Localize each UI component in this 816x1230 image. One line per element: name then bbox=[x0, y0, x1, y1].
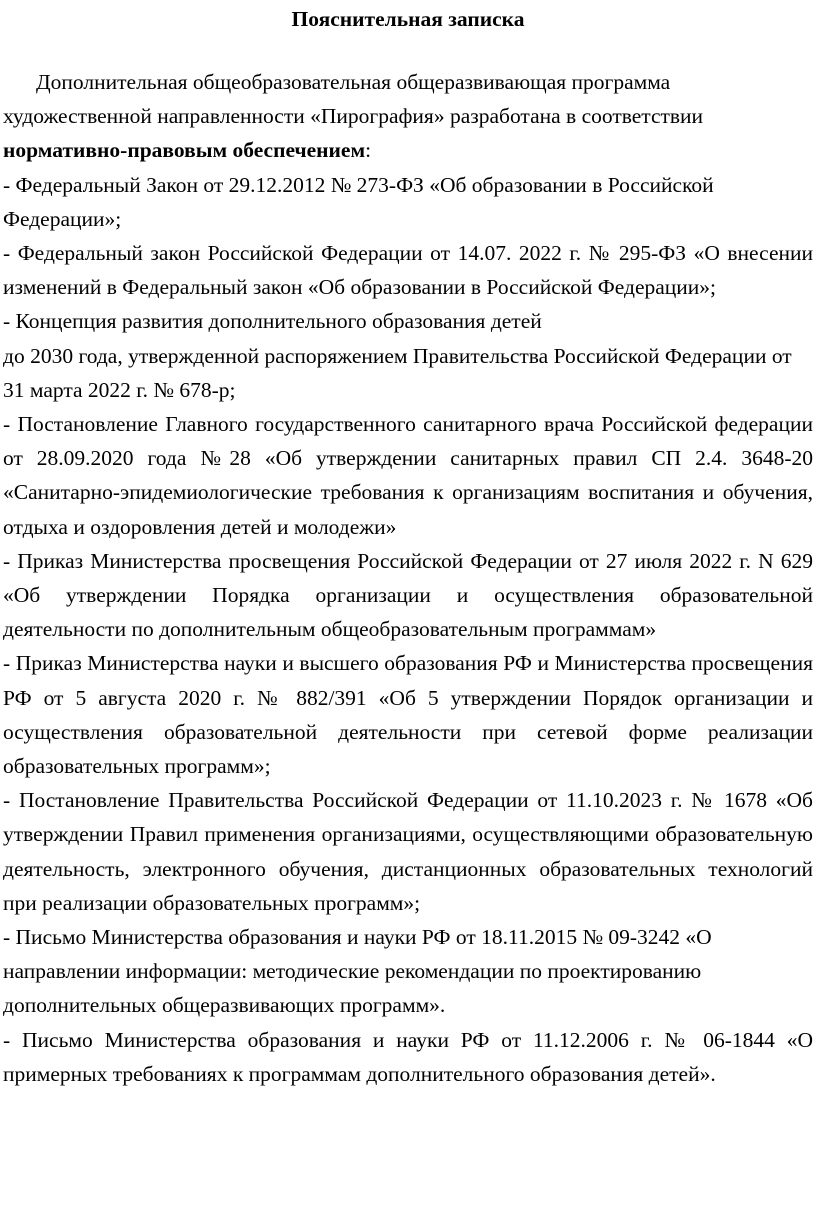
list-item: - Письмо Министерства образования и науки РФ от 18.11.2015 № 09-3242 «О направлении информации: методические рекомендации по проектированию дополнительных общеразвивающих программ». bbox=[3, 925, 712, 1018]
intro-bold-text: нормативно-правовым обеспечением bbox=[3, 138, 366, 163]
list-item: - Приказ Министерства науки и высшего образования РФ и Министерства просвещения РФ от 5 августа 2020 г. № 882/391 «Об 5 утверждении Порядок организации и осуществления образовательной деятельности при сетевой форме реализации образовательных программ»; bbox=[3, 651, 813, 779]
list-item: - Федеральный закон Российской Федерации от 14.07. 2022 г. № 295-ФЗ «О внесении изменений в Федеральный закон «Об образовании в Российской Федерации»; bbox=[3, 241, 813, 300]
list-item: - Федеральный Закон от 29.12.2012 № 273-ФЗ «Об образовании в Российской Федерации»; bbox=[3, 172, 714, 231]
list-item: - Письмо Министерства образования и науки РФ от 11.12.2006 г. № 06-1844 «О примерных требованиях к программам дополнительного образования детей». bbox=[3, 1027, 813, 1086]
list-item: - Концепция развития дополнительного образования детей bbox=[3, 309, 542, 334]
list-item: - Постановление Главного государственного санитарного врача Российской федерации от 28.09.2020 года №28 «Об утверждении санитарных правил СП 2.4. 3648-20 «Санитарно-эпидемиологические требования к организациям воспитания и обучения, отдыха и оздоровления детей и молодежи» bbox=[3, 412, 813, 539]
document-title: Пояснительная записка bbox=[291, 7, 525, 31]
intro-tail: : bbox=[365, 138, 372, 163]
document-page bbox=[3, 2, 813, 1091]
list-item: - Постановление Правительства Российской Федерации от 11.10.2023 г. № 1678 «Об утверждении Правил применения организациями, осуществляющими образовательную деятельность, электронного обучения, дистанционных образовательных технологий при реализации образовательных программ»; bbox=[3, 788, 813, 915]
list-item: - Приказ Министерства просвещения Российской Федерации от 27 июля 2022 г. N 629 «Об утверждении Порядка организации и осуществления образовательной деятельности по дополнительным общеобразовательным программам» bbox=[3, 548, 813, 642]
intro-text: Дополнительная общеобразовательная общеразвивающая программа художественной направленности «Пирография» разработана в соответствии bbox=[3, 70, 704, 129]
intro-paragraph bbox=[3, 65, 813, 168]
list-item: до 2030 года, утвержденной распоряжением Правительства Российской Федерации от 31 марта 2022 г. № 678-р; bbox=[3, 343, 792, 402]
